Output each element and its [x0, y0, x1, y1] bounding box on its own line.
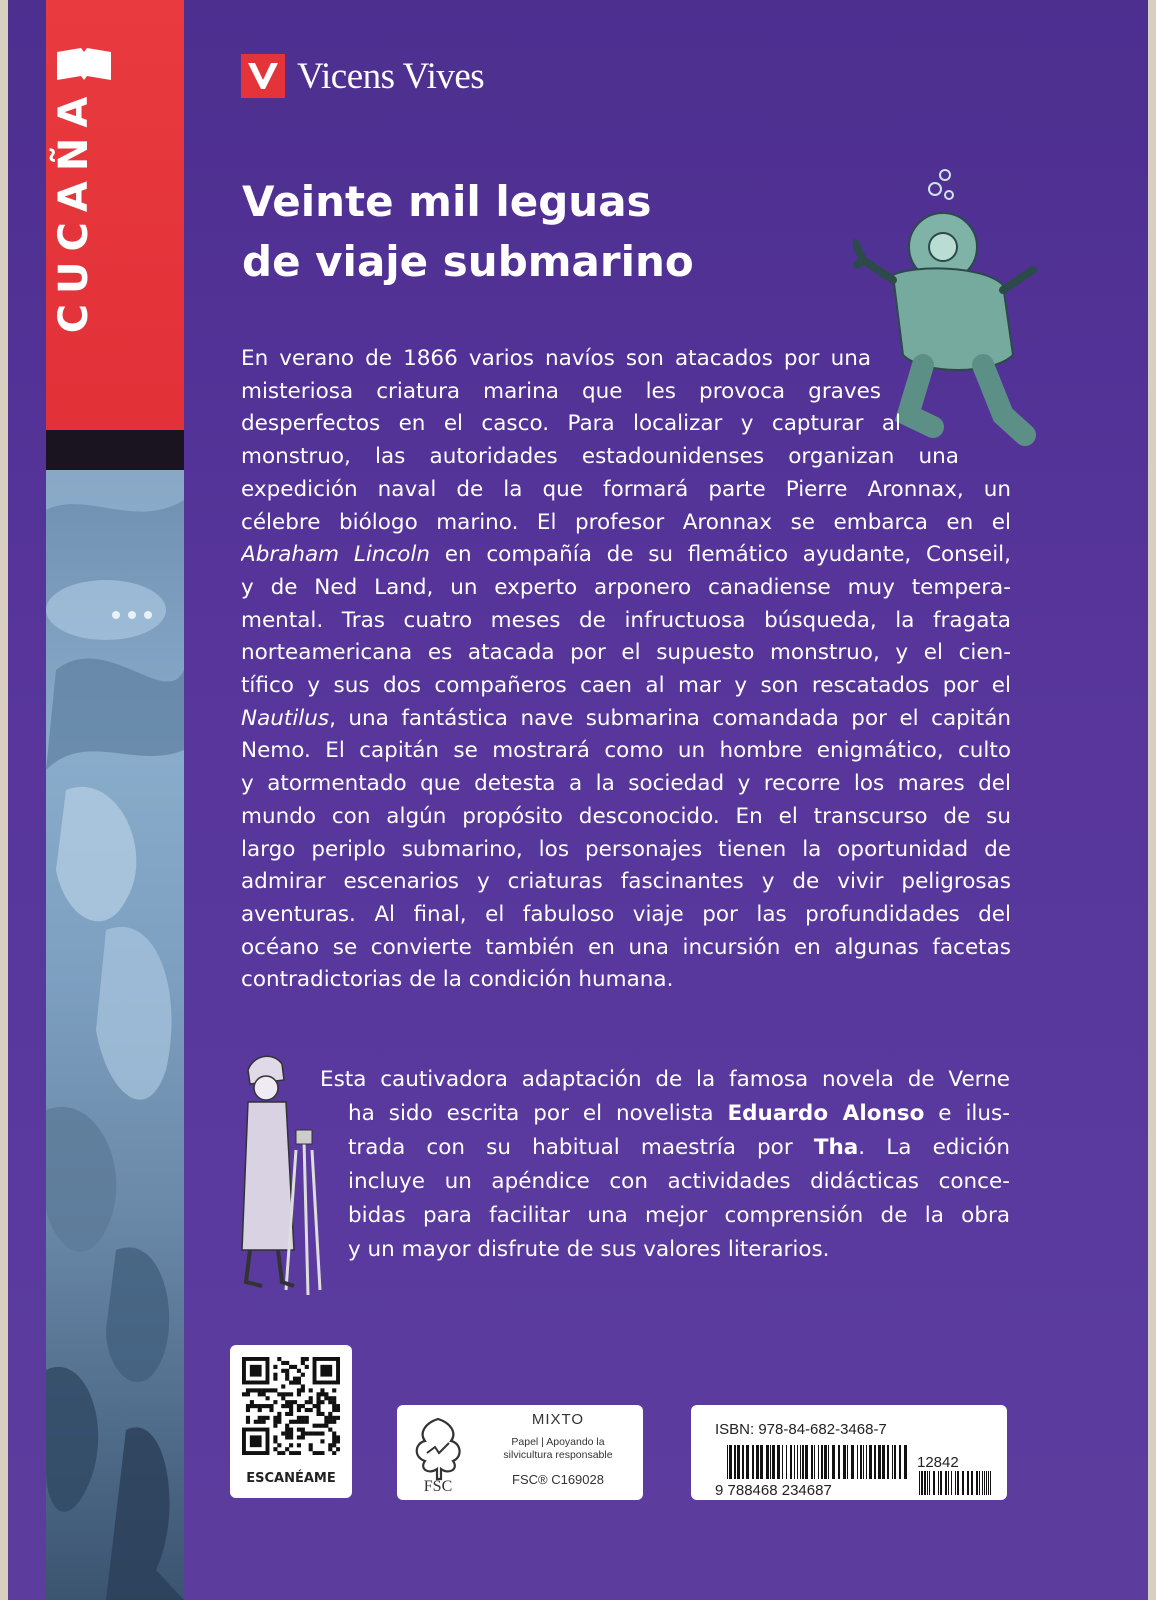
- publisher-name: Vicens Vives: [297, 55, 485, 97]
- adaptation-text-part: Tha: [813, 1135, 859, 1160]
- underwater-illustration: [46, 470, 184, 1600]
- synopsis-line: célebre biólogo marino. El profesor Aronnax se embarca en el: [241, 509, 1011, 535]
- synopsis: [241, 343, 1011, 997]
- fsc-mixto: MIXTO: [531, 1411, 585, 1428]
- barcode-addon-digits: 12842: [917, 1454, 959, 1471]
- synopsis-line: contradictorias de la condición humana.: [241, 967, 674, 993]
- fsc-tree-icon: [405, 1413, 471, 1493]
- adaptation-text-part: Eduardo Alonso: [727, 1101, 925, 1126]
- qr-caption: ESCANÉAME: [246, 1471, 336, 1486]
- synopsis-line: océano se convierte también en una incursión en algunas facetas: [241, 934, 1011, 960]
- adaptation-text-part: ha sido escrita por el novelista: [348, 1101, 728, 1126]
- book-title: [242, 172, 802, 292]
- isbn-label: [691, 1405, 1007, 1500]
- synopsis-text-part: Nautilus: [241, 705, 330, 731]
- synopsis-line: desperfectos en el casco. Para localizar y capturar al: [241, 411, 901, 437]
- fsc-desc-line-2: silvicultura responsable: [503, 1449, 613, 1461]
- title-line-1: Veinte mil leguas: [242, 177, 652, 226]
- series-label: CUCAÑA: [51, 86, 97, 334]
- fsc-desc-line-1: Papel | Apoyando la: [511, 1436, 605, 1448]
- fsc-label: [397, 1405, 643, 1500]
- isbn-number: ISBN: 978-84-682-3468-7: [715, 1421, 887, 1438]
- adaptation-note: [320, 1063, 1010, 1267]
- synopsis-line: misteriosa criatura marina que les provoca graves: [241, 378, 881, 404]
- book-icon: [55, 46, 113, 82]
- publisher: [241, 54, 484, 98]
- synopsis-line: y atormentado que detesta a la sociedad y recorre los mares del: [241, 771, 1011, 797]
- scientist-illustration: [234, 1050, 324, 1300]
- synopsis-line: largo periplo submarino, los personajes tienen la oportunidad de: [241, 836, 1011, 862]
- synopsis-line: [241, 703, 1011, 736]
- spine-divider: [46, 430, 184, 470]
- synopsis-line: expedición naval de la que formará parte Pierre Aronnax, un: [241, 476, 1011, 502]
- synopsis-line: norteamericana es atacada por el supuesto monstruo, y el cien-: [241, 640, 1011, 666]
- book-back-cover: [8, 0, 1148, 1600]
- adaptation-line: [348, 1131, 1010, 1165]
- adaptation-line: Esta cautivadora adaptación de la famosa novela de Verne: [320, 1067, 1010, 1092]
- synopsis-text-part: Abraham Lincoln: [241, 542, 431, 568]
- barcode-main-digits: 9 788468 234687: [715, 1482, 832, 1497]
- adaptation-line: incluye un apéndice con actividades didácticas conce-: [348, 1169, 1010, 1194]
- fsc-logo-text: FSC: [423, 1478, 453, 1493]
- adaptation-line: [348, 1097, 1010, 1131]
- synopsis-text-part: , una fantástica nave submarina comandada por el capitán: [329, 705, 1011, 731]
- synopsis-line: En verano de 1866 varios navíos son atacados por una: [241, 346, 871, 371]
- synopsis-line: tífico y sus dos compañeros caen al mar y son rescatados por el: [241, 673, 1011, 699]
- qr-block[interactable]: [230, 1345, 352, 1498]
- synopsis-line: aventuras. Al final, el fabuloso viaje por las profundidades del: [241, 901, 1011, 927]
- synopsis-line: y de Ned Land, un experto arponero canadiense muy tempera-: [241, 574, 1011, 600]
- adaptation-text-part: . La edición: [858, 1135, 1010, 1160]
- synopsis-line: admirar escenarios y criaturas fascinantes y de vivir peligrosas: [241, 869, 1011, 895]
- synopsis-text-part: en compañía de su flemático ayudante, Conseil,: [430, 542, 1011, 568]
- adaptation-line: y un mayor disfrute de sus valores literarios.: [348, 1237, 830, 1262]
- adaptation-line: bidas para facilitar una mejor comprensión de la obra: [348, 1203, 1010, 1228]
- synopsis-line: monstruo, las autoridades estadounidenses organizan una: [241, 444, 959, 470]
- synopsis-line: mundo con algún propósito desconocido. En el transcurso de su: [241, 803, 1011, 829]
- synopsis-line: [241, 539, 1011, 572]
- qr-code-icon[interactable]: [242, 1357, 340, 1455]
- adaptation-text-part: trada con su habitual maestría por: [348, 1135, 814, 1160]
- publisher-logo-icon: [241, 54, 285, 98]
- title-line-2: de viaje submarino: [242, 237, 694, 286]
- fsc-code: FSC® C169028: [512, 1472, 604, 1487]
- synopsis-line: mental. Tras cuatro meses de infructuosa búsqueda, la fragata: [241, 607, 1011, 633]
- barcode: [715, 1445, 995, 1497]
- synopsis-line: Nemo. El capitán se mostrará como un hombre enigmático, culto: [241, 738, 1011, 764]
- adaptation-text-part: e ilus-: [924, 1101, 1010, 1126]
